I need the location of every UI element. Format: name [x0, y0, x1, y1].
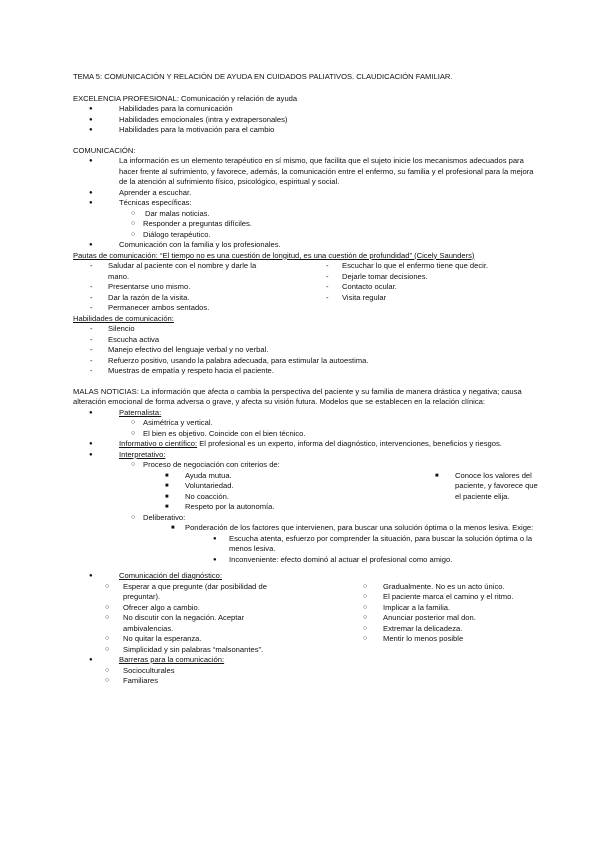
list-item: ○ No quitar la esperanza.	[73, 634, 335, 645]
list-item: ● Aprender a escuchar.	[73, 188, 543, 199]
list-item: ■ Ponderación de los factores que intervienen, para buscar una solución óptima o la menos lesiva. Exige:	[73, 523, 543, 534]
list-item	[73, 408, 543, 419]
criterios-left	[73, 471, 435, 513]
habilidades-list	[73, 324, 543, 377]
list-item: - Presentarse uno mismo.	[73, 282, 294, 293]
list-item	[73, 655, 543, 666]
deliberativo-list	[73, 513, 543, 566]
informativo-label: Informativo o científico:	[119, 439, 198, 448]
list-item: ○ Simplicidad y sin palabras “malsonantes”.	[73, 645, 335, 656]
list-item: - Saludar al paciente con el nombre y darle la mano.	[73, 261, 294, 282]
list-item: - Escuchar lo que el enfermo tiene que decir.	[322, 261, 543, 272]
list-item: ● Habilidades emocionales (intra y extrapersonales)	[73, 115, 543, 126]
diagnostico-heading: Comunicación del diagnóstico:	[119, 571, 222, 580]
list-item	[73, 209, 543, 220]
tecnica-text: ○ Dar malas noticias.	[145, 208, 210, 218]
list-item: ○ Proceso de negociación con criterios de:	[73, 460, 543, 471]
list-item: ○ Familiares	[73, 676, 543, 687]
list-item: ○ Diálogo terapéutico.	[73, 230, 543, 241]
malas-noticias-intro: MALAS NOTICIAS: La información que afecta o cambia la perspectiva del paciente y su familia de manera drástica y negativa; causa alteración emocional de forma adversa o grave, y afecta su visión futura. Modelos que se establecen en la relación clínica:	[73, 386, 522, 406]
comunicacion-list	[73, 156, 543, 251]
list-item: ○ Deliberativo:	[73, 513, 543, 524]
list-item: ○ Ofrecer algo a cambio.	[73, 603, 335, 614]
diagnostico-left	[73, 582, 335, 656]
list-item: ● Técnicas específicas:	[73, 198, 543, 209]
list-item: - Permanecer ambos sentados.	[73, 303, 294, 314]
list-item	[73, 450, 543, 461]
list-item: ■ Respeto por la autonomía.	[165, 502, 435, 513]
pautas-left	[73, 261, 294, 314]
list-item: ○ Implicar a la familia.	[363, 603, 543, 614]
pautas-columns	[73, 261, 543, 314]
interpretativo-label: Interpretativo:	[119, 449, 166, 459]
list-item: ● Inconveniente: efecto dominó al actuar el profesional como amigo.	[73, 555, 543, 566]
list-item: ● Habilidades para la comunicación	[73, 104, 543, 115]
list-item: ● La información es un elemento terapéutico en sí mismo, que facilita que el sujeto inicie los mecanismos adecuados para hacer frente al sufrimiento, y favorece, además, la comunicación entre el enfermo, su familia y el profesional para la mejora de la atención al sufrimiento físico, psicológico, espiritual y social.	[73, 156, 543, 188]
habilidades-heading: Habilidades de comunicación:	[73, 313, 174, 323]
document-page	[73, 72, 543, 687]
list-item: ● Escucha atenta, esfuerzo por comprender la situación, para buscar la solución óptima o la menos lesiva.	[73, 534, 543, 555]
list-item: ○ Anunciar posterior mal don.	[363, 613, 543, 624]
list-item: ○ Socioculturales	[73, 666, 543, 677]
list-item: - Muestras de empatía y respeto hacia el paciente.	[73, 366, 543, 377]
list-item: ○ Gradualmente. No es un acto único.	[363, 582, 543, 593]
criterios-columns	[73, 471, 543, 513]
barreras-list	[73, 666, 543, 687]
list-item: ○ Esperar a que pregunte (dar posibilidad de preguntar).	[73, 582, 335, 603]
list-item: ○ Asimétrica y vertical.	[73, 418, 543, 429]
comunicacion-heading: COMUNICACIÓN:	[73, 145, 136, 155]
criterios-right	[435, 471, 545, 513]
pautas-heading: Pautas de comunicación: “El tiempo no es una cuestión de longitud, es una cuestión de profundidad” (Cicely Saunders)	[73, 250, 475, 260]
list-item: ● Habilidades para la motivación para el cambio	[73, 125, 543, 136]
list-item: - Manejo efectivo del lenguaje verbal y no verbal.	[73, 345, 543, 356]
pautas-right	[294, 261, 543, 314]
diagnostico-section	[73, 571, 543, 582]
list-item: ○ Responder a preguntas difíciles.	[73, 219, 543, 230]
barreras-section	[73, 655, 543, 666]
list-item: ■ Conoce los valores del paciente, y favorece que el paciente elija.	[435, 471, 545, 503]
list-item: - Dejarle tomar decisiones.	[322, 272, 543, 283]
excelencia-list	[73, 104, 543, 136]
list-item: ● Comunicación con la familia y los profesionales.	[73, 240, 543, 251]
list-item: ○ Mentir lo menos posible	[363, 634, 543, 645]
modelos-list	[73, 408, 543, 471]
list-item: - Escucha activa	[73, 335, 543, 346]
list-item: ■ Ayuda mutua.	[165, 471, 435, 482]
barreras-heading: Barreras para la comunicación:	[119, 655, 225, 664]
list-item	[73, 439, 543, 450]
list-item	[73, 571, 543, 582]
list-item: ■ Voluntariedad.	[165, 481, 435, 492]
informativo-text: El profesional es un experto, informa del diagnóstico, intervenciones, beneficios y riesgos.	[197, 439, 502, 448]
excelencia-heading: EXCELENCIA PROFESIONAL: Comunicación y relación de ayuda	[73, 93, 298, 103]
list-item: - Dar la razón de la visita.	[73, 293, 294, 304]
list-item: ○ No discutir con la negación. Aceptar ambivalencias.	[73, 613, 335, 634]
diagnostico-right	[335, 582, 543, 656]
list-item: ○ El bien es objetivo. Coincide con el bien técnico.	[73, 429, 543, 440]
list-item: - Visita regular	[322, 293, 543, 304]
paternalista-label: Paternalista:	[119, 407, 162, 417]
document-title: TEMA 5: COMUNICACIÓN Y RELACIÓN DE AYUDA EN CUIDADOS PALIATIVOS. CLAUDICACIÓN FAMILIAR.	[73, 72, 453, 81]
list-item: - Refuerzo positivo, usando la palabra adecuada, para estimular la autoestima.	[73, 356, 543, 367]
list-item: - Silencio	[73, 324, 543, 335]
diagnostico-columns	[73, 582, 543, 656]
list-item: - Contacto ocular.	[322, 282, 543, 293]
list-item: ○ El paciente marca el camino y el ritmo.	[363, 592, 543, 603]
list-item: ■ No coacción.	[165, 492, 435, 503]
list-item: ○ Extremar la delicadeza.	[363, 624, 543, 635]
